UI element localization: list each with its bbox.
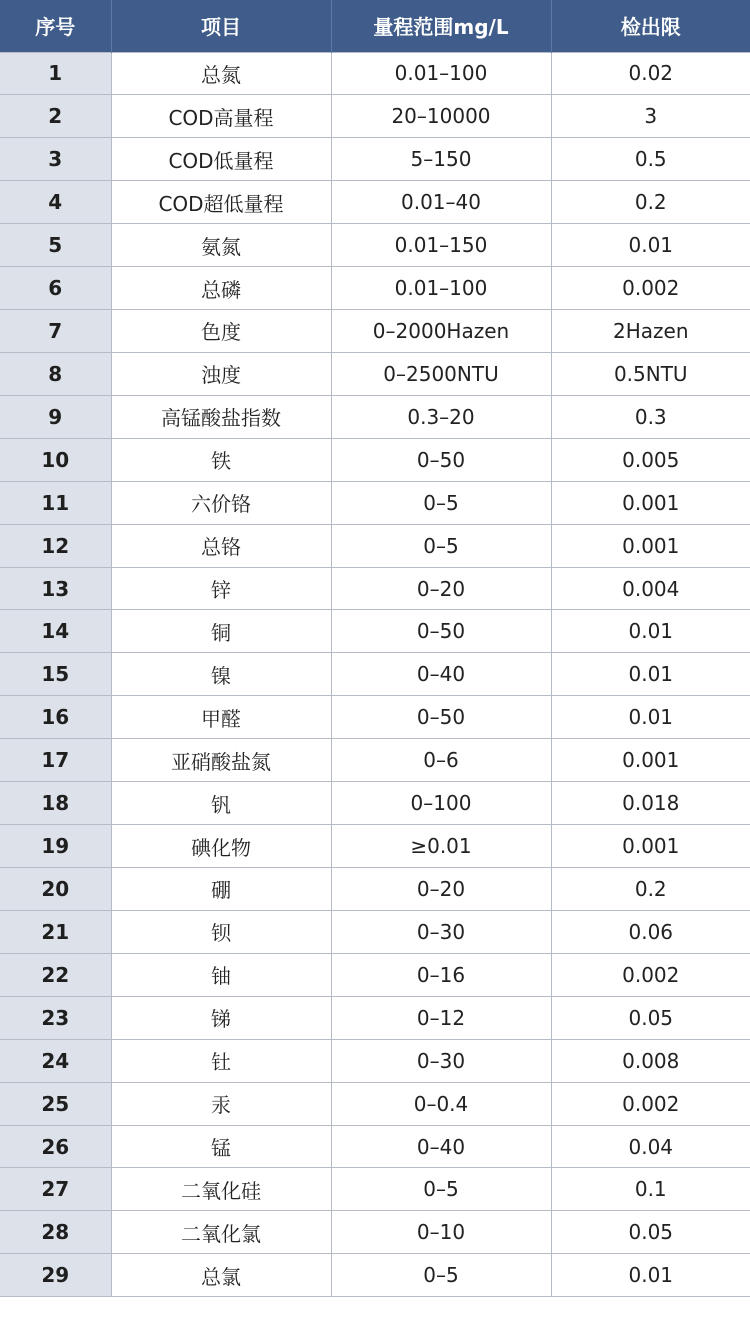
table-row (0, 95, 750, 138)
detection-limit: 0.06 (551, 910, 750, 953)
range-value: 0–6 (331, 739, 551, 782)
table-row (0, 953, 750, 996)
table-row (0, 524, 750, 567)
detection-limit: 0.2 (551, 181, 750, 224)
item-name: 铜 (111, 610, 331, 653)
row-index: 24 (0, 1039, 111, 1082)
row-index: 17 (0, 739, 111, 782)
range-value: 0.3–20 (331, 395, 551, 438)
row-index: 25 (0, 1082, 111, 1125)
item-name: 高锰酸盐指数 (111, 395, 331, 438)
item-name: COD超低量程 (111, 181, 331, 224)
detection-limit: 0.001 (551, 825, 750, 868)
detection-limit: 0.002 (551, 953, 750, 996)
row-index: 14 (0, 610, 111, 653)
table-row (0, 52, 750, 95)
table-row (0, 696, 750, 739)
table-row (0, 181, 750, 224)
detection-limit: 0.004 (551, 567, 750, 610)
item-name: 总氮 (111, 52, 331, 95)
row-index: 29 (0, 1254, 111, 1297)
detection-limit: 0.04 (551, 1125, 750, 1168)
item-name: 铀 (111, 953, 331, 996)
table-row (0, 1168, 750, 1211)
item-name: 总铬 (111, 524, 331, 567)
row-index: 21 (0, 910, 111, 953)
header-index: 序号 (0, 0, 111, 52)
detection-limit: 0.005 (551, 438, 750, 481)
table-row (0, 910, 750, 953)
item-name: 浊度 (111, 352, 331, 395)
row-index: 12 (0, 524, 111, 567)
item-name: 锑 (111, 996, 331, 1039)
header-row (0, 0, 750, 52)
range-value: 0–50 (331, 438, 551, 481)
table-row (0, 1254, 750, 1297)
item-name: 铁 (111, 438, 331, 481)
item-name: 钒 (111, 782, 331, 825)
range-value: 0–12 (331, 996, 551, 1039)
range-value: 5–150 (331, 138, 551, 181)
item-name: 色度 (111, 310, 331, 353)
header-item: 项目 (111, 0, 331, 52)
item-name: 六价铬 (111, 481, 331, 524)
table-row (0, 352, 750, 395)
range-value: 0–5 (331, 524, 551, 567)
row-index: 26 (0, 1125, 111, 1168)
table-row (0, 138, 750, 181)
row-index: 15 (0, 653, 111, 696)
detection-limit: 0.1 (551, 1168, 750, 1211)
row-index: 2 (0, 95, 111, 138)
row-index: 20 (0, 868, 111, 911)
item-name: 汞 (111, 1082, 331, 1125)
detection-limit: 0.01 (551, 224, 750, 267)
table-row (0, 1039, 750, 1082)
row-index: 27 (0, 1168, 111, 1211)
detection-limit: 0.008 (551, 1039, 750, 1082)
detection-limit: 0.01 (551, 1254, 750, 1297)
row-index: 28 (0, 1211, 111, 1254)
row-index: 4 (0, 181, 111, 224)
item-name: 二氧化氯 (111, 1211, 331, 1254)
range-value: 20–10000 (331, 95, 551, 138)
row-index: 1 (0, 52, 111, 95)
table-row (0, 825, 750, 868)
range-value: 0–5 (331, 1254, 551, 1297)
table-row (0, 653, 750, 696)
table-row (0, 782, 750, 825)
table-row (0, 1125, 750, 1168)
row-index: 9 (0, 395, 111, 438)
range-value: 0–50 (331, 696, 551, 739)
table-row (0, 224, 750, 267)
range-value: 0–0.4 (331, 1082, 551, 1125)
item-name: 甲醛 (111, 696, 331, 739)
detection-limit: 0.5 (551, 138, 750, 181)
row-index: 23 (0, 996, 111, 1039)
range-value: 0.01–150 (331, 224, 551, 267)
row-index: 7 (0, 310, 111, 353)
detection-limit: 3 (551, 95, 750, 138)
table-row (0, 395, 750, 438)
table-row (0, 481, 750, 524)
item-name: COD低量程 (111, 138, 331, 181)
detection-limit: 0.001 (551, 481, 750, 524)
range-value: 0–30 (331, 910, 551, 953)
table-row (0, 996, 750, 1039)
item-name: 二氧化硅 (111, 1168, 331, 1211)
item-name: 亚硝酸盐氮 (111, 739, 331, 782)
row-index: 5 (0, 224, 111, 267)
item-name: 钡 (111, 910, 331, 953)
table-row (0, 310, 750, 353)
detection-limit: 0.001 (551, 739, 750, 782)
range-value: 0.01–100 (331, 267, 551, 310)
range-value: 0–100 (331, 782, 551, 825)
item-name: 锰 (111, 1125, 331, 1168)
item-name: 锌 (111, 567, 331, 610)
item-name: 总氯 (111, 1254, 331, 1297)
detection-limit: 0.05 (551, 1211, 750, 1254)
table-row (0, 739, 750, 782)
detection-limit: 0.002 (551, 1082, 750, 1125)
table-row (0, 1082, 750, 1125)
range-value: 0–30 (331, 1039, 551, 1082)
detection-limit: 0.3 (551, 395, 750, 438)
detection-limit: 0.02 (551, 52, 750, 95)
range-value: 0–40 (331, 653, 551, 696)
item-name: 镍 (111, 653, 331, 696)
range-value: 0.01–100 (331, 52, 551, 95)
detection-limit: 0.5NTU (551, 352, 750, 395)
range-value: 0–2500NTU (331, 352, 551, 395)
detection-limit: 0.05 (551, 996, 750, 1039)
item-name: 碘化物 (111, 825, 331, 868)
range-value: 0–5 (331, 1168, 551, 1211)
range-value: 0–20 (331, 868, 551, 911)
range-value: 0–16 (331, 953, 551, 996)
header-range: 量程范围mg/L (331, 0, 551, 52)
range-value: 0–5 (331, 481, 551, 524)
range-value: 0.01–40 (331, 181, 551, 224)
row-index: 13 (0, 567, 111, 610)
detection-limit: 0.018 (551, 782, 750, 825)
detection-limit: 0.01 (551, 653, 750, 696)
table-row (0, 567, 750, 610)
row-index: 19 (0, 825, 111, 868)
range-value: 0–2000Hazen (331, 310, 551, 353)
detection-limit: 0.01 (551, 696, 750, 739)
range-value: 0–10 (331, 1211, 551, 1254)
range-value: 0–40 (331, 1125, 551, 1168)
table-row (0, 610, 750, 653)
table-row (0, 438, 750, 481)
table-row (0, 1211, 750, 1254)
detection-limit: 0.01 (551, 610, 750, 653)
range-value: 0–20 (331, 567, 551, 610)
range-value: 0–50 (331, 610, 551, 653)
row-index: 6 (0, 267, 111, 310)
detection-limit: 2Hazen (551, 310, 750, 353)
row-index: 18 (0, 782, 111, 825)
header-detection-limit: 检出限 (551, 0, 750, 52)
row-index: 16 (0, 696, 111, 739)
row-index: 8 (0, 352, 111, 395)
table-row (0, 267, 750, 310)
table-row (0, 868, 750, 911)
item-name: 氨氮 (111, 224, 331, 267)
detection-limit: 0.001 (551, 524, 750, 567)
row-index: 11 (0, 481, 111, 524)
detection-limit: 0.002 (551, 267, 750, 310)
table-header (0, 0, 750, 52)
row-index: 22 (0, 953, 111, 996)
table-body (0, 52, 750, 1297)
row-index: 10 (0, 438, 111, 481)
row-index: 3 (0, 138, 111, 181)
item-name: 总磷 (111, 267, 331, 310)
item-name: 硼 (111, 868, 331, 911)
item-name: 钍 (111, 1039, 331, 1082)
item-name: COD高量程 (111, 95, 331, 138)
detection-limit: 0.2 (551, 868, 750, 911)
range-value: ≥0.01 (331, 825, 551, 868)
